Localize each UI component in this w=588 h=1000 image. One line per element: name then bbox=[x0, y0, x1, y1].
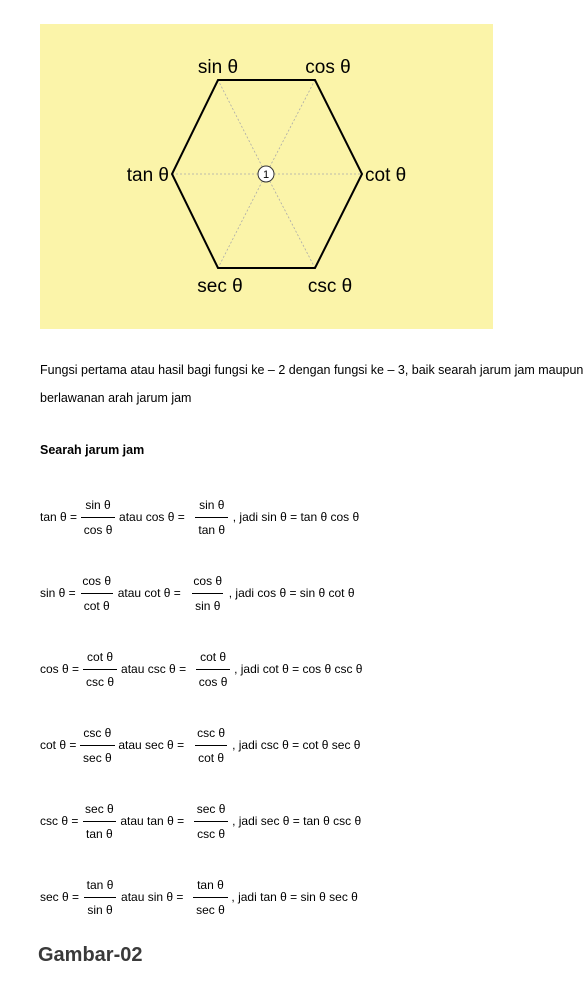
equation-result: , jadi cos θ = sin θ cot θ bbox=[228, 586, 355, 600]
fraction-numerator: cos θ bbox=[82, 573, 112, 588]
fraction-numerator: cos θ bbox=[193, 573, 223, 588]
equation-row bbox=[40, 870, 560, 924]
fraction-numerator: cot θ bbox=[200, 649, 227, 664]
fraction-numerator: sin θ bbox=[85, 497, 111, 512]
fraction-numerator: tan θ bbox=[86, 877, 114, 892]
fraction-numerator: tan θ bbox=[197, 877, 224, 892]
fraction bbox=[194, 650, 232, 689]
equation-middle: atau tan θ = bbox=[120, 814, 185, 828]
equation-row bbox=[40, 490, 560, 544]
fraction bbox=[78, 726, 116, 765]
vertex-label-cot: cot θ bbox=[365, 165, 407, 186]
equation-result: , jadi tan θ = sin θ sec θ bbox=[231, 890, 358, 904]
fraction bbox=[81, 878, 119, 917]
fraction-denominator: csc θ bbox=[194, 821, 228, 841]
fraction-numerator: csc θ bbox=[197, 725, 226, 740]
fraction-numerator: sec θ bbox=[196, 801, 226, 816]
equation-middle: atau csc θ = bbox=[121, 662, 187, 676]
fraction-numerator: sec θ bbox=[85, 801, 114, 816]
fraction-denominator: cos θ bbox=[81, 517, 116, 537]
fraction bbox=[192, 726, 230, 765]
equation-lhs: tan θ = bbox=[40, 510, 78, 524]
hexagon-diagram bbox=[40, 24, 493, 329]
fraction-denominator: cot θ bbox=[81, 593, 113, 613]
fraction bbox=[191, 878, 229, 917]
fraction-denominator: csc θ bbox=[83, 669, 117, 689]
fraction bbox=[80, 802, 118, 841]
fraction bbox=[78, 574, 116, 613]
figure-caption: Gambar-02 bbox=[38, 944, 143, 966]
intro-paragraph: Fungsi pertama atau hasil bagi fungsi ke – 2 dengan fungsi ke – 3, baik searah jarum jam maupun berlawanan arah jarum jam bbox=[40, 363, 584, 405]
equation-middle: atau sin θ = bbox=[121, 890, 184, 904]
equation-row bbox=[40, 794, 560, 848]
equation-lhs: sin θ = bbox=[40, 586, 76, 600]
vertex-label-tan: tan θ bbox=[126, 165, 169, 186]
equation-middle: atau sec θ = bbox=[118, 738, 185, 752]
equation-row bbox=[40, 566, 560, 620]
fraction-numerator: csc θ bbox=[83, 725, 112, 740]
fraction-denominator: cot θ bbox=[195, 745, 227, 765]
equation-result: , jadi csc θ = cot θ sec θ bbox=[232, 738, 361, 752]
equation-row bbox=[40, 642, 560, 696]
equation-result: , jadi cot θ = cos θ csc θ bbox=[234, 662, 363, 676]
equation-lhs: cot θ = bbox=[40, 738, 77, 752]
vertex-label-cos: cos θ bbox=[305, 57, 351, 78]
equation-middle: atau cos θ = bbox=[119, 510, 185, 524]
fraction-denominator: cos θ bbox=[196, 669, 231, 689]
vertex-label-sin: sin θ bbox=[197, 57, 239, 78]
fraction-denominator: sin θ bbox=[192, 593, 223, 613]
fraction-denominator: sin θ bbox=[84, 897, 115, 917]
equation-lhs: csc θ = bbox=[40, 814, 79, 828]
equation-row bbox=[40, 718, 560, 772]
equation-result: , jadi sin θ = tan θ cos θ bbox=[232, 510, 360, 524]
vertex-label-csc: csc θ bbox=[307, 276, 353, 297]
fraction-numerator: cot θ bbox=[87, 649, 114, 664]
equation-middle: atau cot θ = bbox=[117, 586, 181, 600]
section-heading: Searah jarum jam bbox=[40, 443, 145, 457]
fraction-denominator: tan θ bbox=[83, 821, 116, 841]
fraction bbox=[189, 574, 227, 613]
fraction bbox=[81, 650, 119, 689]
equation-lhs: sec θ = bbox=[40, 890, 80, 904]
fraction bbox=[192, 802, 230, 841]
equation-lhs: cos θ = bbox=[40, 662, 80, 676]
equation-result: , jadi sec θ = tan θ csc θ bbox=[232, 814, 362, 828]
fraction bbox=[193, 498, 231, 537]
fraction-denominator: tan θ bbox=[195, 517, 228, 537]
fraction bbox=[79, 498, 117, 537]
fraction-numerator: sin θ bbox=[199, 497, 225, 512]
vertex-label-sec: sec θ bbox=[197, 276, 243, 297]
center-label: 1 bbox=[262, 169, 270, 181]
fraction-denominator: sec θ bbox=[193, 897, 228, 917]
fraction-denominator: sec θ bbox=[80, 745, 115, 765]
